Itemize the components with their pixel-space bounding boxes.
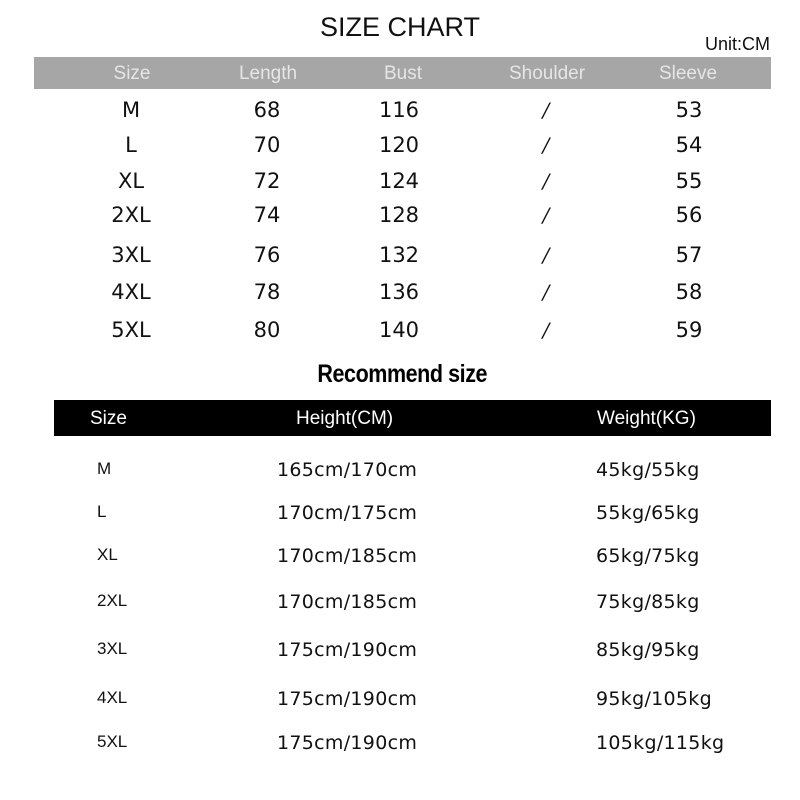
weight-cell: 45kg/55kg — [596, 459, 700, 481]
height-cell: 175cm/190cm — [277, 732, 418, 754]
size-cell: XL — [117, 169, 145, 193]
bust-cell: 140 — [378, 318, 420, 342]
table-row — [0, 169, 800, 197]
shoulder-cell: / — [542, 280, 550, 304]
header-size: Size — [90, 408, 127, 429]
length-cell: 78 — [253, 280, 281, 304]
weight-cell: 75kg/85kg — [596, 591, 700, 613]
bust-cell: 124 — [378, 169, 420, 193]
weight-cell: 95kg/105kg — [596, 688, 712, 710]
size-cell: L — [125, 133, 137, 157]
size-cell: 5XL — [111, 318, 151, 342]
size-cell: 4XL — [111, 280, 151, 304]
shoulder-cell: / — [542, 98, 550, 122]
weight-cell: 85kg/95kg — [596, 639, 700, 661]
bust-cell: 136 — [378, 280, 420, 304]
size-cell: 4XL — [97, 688, 128, 707]
size-cell: 3XL — [97, 639, 128, 658]
table-row — [0, 280, 800, 308]
header-size: Size — [113, 63, 151, 84]
height-cell: 170cm/185cm — [277, 591, 418, 613]
size-cell: 2XL — [97, 591, 128, 610]
size-cell: L — [97, 502, 107, 521]
height-cell: 165cm/170cm — [277, 459, 418, 481]
size-cell: M — [97, 459, 112, 478]
shoulder-cell: / — [542, 203, 550, 227]
bust-cell: 120 — [378, 133, 420, 157]
sleeve-cell: 55 — [675, 169, 703, 193]
header-shoulder: Shoulder — [508, 63, 586, 84]
shoulder-cell: / — [542, 169, 550, 193]
unit-label: Unit:CM — [704, 34, 770, 54]
length-cell: 72 — [253, 169, 281, 193]
recommend-size-title: Recommend size — [317, 360, 488, 388]
table-row — [0, 732, 800, 758]
recommend-header — [54, 400, 771, 436]
table-row — [0, 502, 800, 528]
length-cell: 70 — [253, 133, 281, 157]
header-bust: Bust — [383, 63, 423, 84]
length-cell: 80 — [253, 318, 281, 342]
size-cell: 5XL — [97, 732, 128, 751]
header-sleeve: Sleeve — [658, 63, 718, 84]
weight-cell: 65kg/75kg — [596, 545, 700, 567]
table-row — [0, 545, 800, 571]
height-cell: 170cm/175cm — [277, 502, 418, 524]
bust-cell: 132 — [378, 243, 420, 267]
table-row — [0, 243, 800, 271]
length-cell: 74 — [253, 203, 281, 227]
bust-cell: 128 — [378, 203, 420, 227]
bust-cell: 116 — [378, 98, 420, 122]
shoulder-cell: / — [542, 243, 550, 267]
shoulder-cell: / — [542, 133, 550, 157]
table-row — [0, 318, 800, 346]
weight-cell: 105kg/115kg — [596, 732, 725, 754]
table-row — [0, 688, 800, 714]
sleeve-cell: 59 — [675, 318, 703, 342]
height-cell: 175cm/190cm — [277, 639, 418, 661]
height-cell: 170cm/185cm — [277, 545, 418, 567]
sleeve-cell: 54 — [675, 133, 703, 157]
table-row — [0, 133, 800, 161]
header-length: Length — [238, 63, 298, 84]
table-row — [0, 591, 800, 617]
size-cell: 2XL — [111, 203, 151, 227]
size-chart-title: SIZE CHART — [319, 12, 481, 42]
header-height: Height(CM) — [296, 408, 394, 429]
shoulder-cell: / — [542, 318, 550, 342]
table-row — [0, 98, 800, 126]
size-cell: M — [121, 98, 141, 122]
size-chart-table — [0, 0, 800, 360]
size-cell: XL — [97, 545, 118, 564]
sleeve-cell: 56 — [675, 203, 703, 227]
sleeve-cell: 58 — [675, 280, 703, 304]
size-cell: 3XL — [111, 243, 151, 267]
weight-cell: 55kg/65kg — [596, 502, 700, 524]
length-cell: 76 — [253, 243, 281, 267]
header-weight: Weight(KG) — [597, 408, 696, 429]
length-cell: 68 — [253, 98, 281, 122]
sleeve-cell: 53 — [675, 98, 703, 122]
sleeve-cell: 57 — [675, 243, 703, 267]
height-cell: 175cm/190cm — [277, 688, 418, 710]
table-row — [0, 639, 800, 665]
table-row — [0, 459, 800, 485]
table-row — [0, 203, 800, 231]
